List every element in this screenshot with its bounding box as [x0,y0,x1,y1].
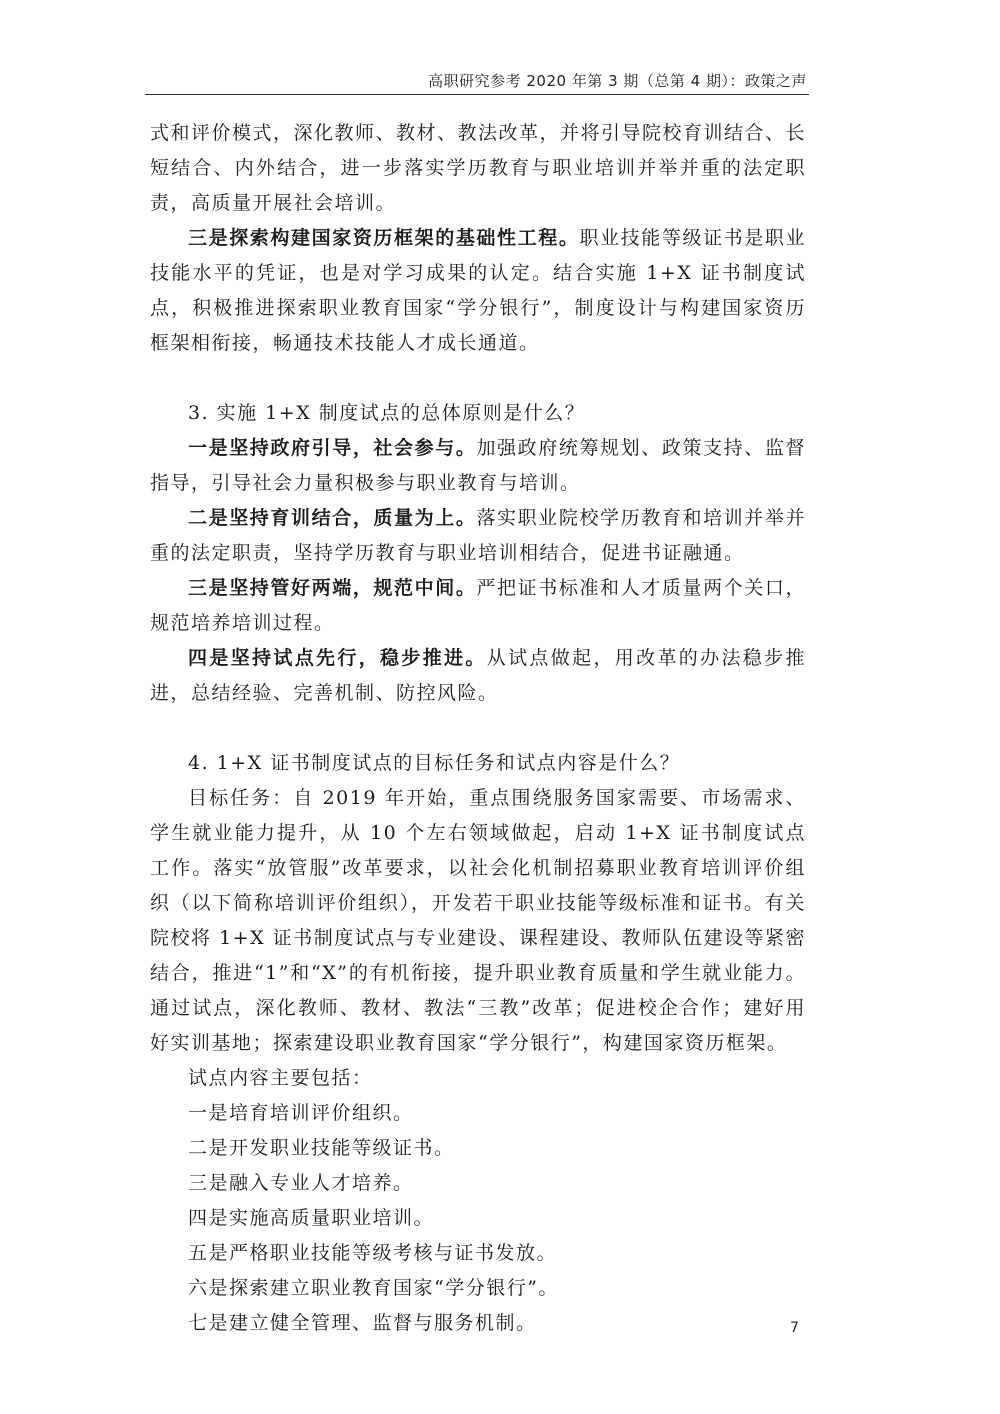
principle-text: 严把证书标准和人才质量两个关口，规范培养培训过程。 [150,577,806,634]
list-item-text: 四是实施高质量职业培训。 [188,1207,435,1229]
pilot-item-7 [150,1306,806,1341]
paragraph-continuation [150,116,806,221]
pilot-item-5 [150,1236,806,1271]
list-item-text: 二是开发职业技能等级证书。 [188,1137,455,1159]
paragraph-text: 式和评价模式，深化教师、教材、教法改革，并将引导院校育训结合、长短结合、内外结合，进一步落实学历教育与职业培训并举并重的法定职责，高质量开展社会培训。 [150,122,807,214]
principle-1 [150,431,806,501]
list-item-text: 六是探索建立职业教育国家“学分银行”。 [188,1277,559,1299]
pilot-item-2 [150,1131,806,1166]
heading-text: 4. 1+X 证书制度试点的目标任务和试点内容是什么？ [188,752,681,774]
principle-lead: 二是坚持育训结合，质量为上。 [188,507,477,529]
pilot-item-3 [150,1166,806,1201]
section-heading-4 [150,746,806,781]
principle-lead: 四是坚持试点先行，稳步推进。 [188,647,487,669]
page-number: 7 [790,1320,799,1336]
pilot-item-4 [150,1201,806,1236]
principle-2 [150,501,806,571]
list-item-text: 三是融入专业人才培养。 [188,1172,414,1194]
pilot-content-intro [150,1061,806,1096]
document-body [150,116,806,1341]
list-item-text: 一是培育培训评价组织。 [188,1102,414,1124]
paragraph-text: 目标任务：自 2019 年开始，重点围绕服务国家需要、市场需求、学生就业能力提升，从 10 个左右领域做起，启动 1+X 证书制度试点工作。落实“放管服”改革要求，以社会化机制招募职业教育培训评价组织（以下简称培训评价组织），开发若干职业技能等级标准和证书。有关院校将 1+X 证书制度试点与专业建设、课程建设、教师队伍建设等紧密结合，推进“1”和“X”的有机衔接，提升职业教育质量和学生就业能力。通过试点，深化教师、教材、教法“三教”改革；促进校企合作；建好用好实训基地；探索建设职业教育国家“学分银行”，构建国家资历框架。 [150,787,806,1054]
principle-text: 落实职业院校学历教育和培训并举并重的法定职责，坚持学历教育与职业培训相结合，促进书证融通。 [150,507,806,564]
running-header-text: 高职研究参考 2020 年第 3 期（总第 4 期）：政策之声 [428,72,807,90]
list-item-text: 七是建立健全管理、监督与服务机制。 [188,1312,537,1334]
paragraph-lead: 三是探索构建国家资历框架的基础性工程。 [188,227,580,249]
principle-3 [150,571,806,641]
principle-lead: 一是坚持政府引导，社会参与。 [188,437,477,459]
paragraph-text: 职业技能等级证书是职业技能水平的凭证，也是对学习成果的认定。结合实施 1+X 证书制度试点，积极推进探索职业教育国家“学分银行”，制度设计与构建国家资历框架相衔接，畅通技术技能人才成长通道。 [150,227,806,354]
principle-text: 加强政府统筹规划、政策支持、监督指导，引导社会力量积极参与职业教育与培训。 [150,437,806,494]
principle-lead: 三是坚持管好两端，规范中间。 [188,577,477,599]
pilot-item-1 [150,1096,806,1131]
principle-text: 从试点做起，用改革的办法稳步推进，总结经验、完善机制、防控风险。 [150,647,806,704]
running-header [145,68,809,95]
pilot-item-6 [150,1271,806,1306]
paragraph-framework [150,221,806,361]
section-heading-3 [150,396,806,431]
list-item-text: 五是严格职业技能等级考核与证书发放。 [188,1242,558,1264]
principle-4 [150,641,806,711]
paragraph-text: 试点内容主要包括： [188,1067,373,1089]
heading-text: 3. 实施 1+X 制度试点的总体原则是什么？ [188,402,586,424]
paragraph-objectives [150,781,806,1061]
